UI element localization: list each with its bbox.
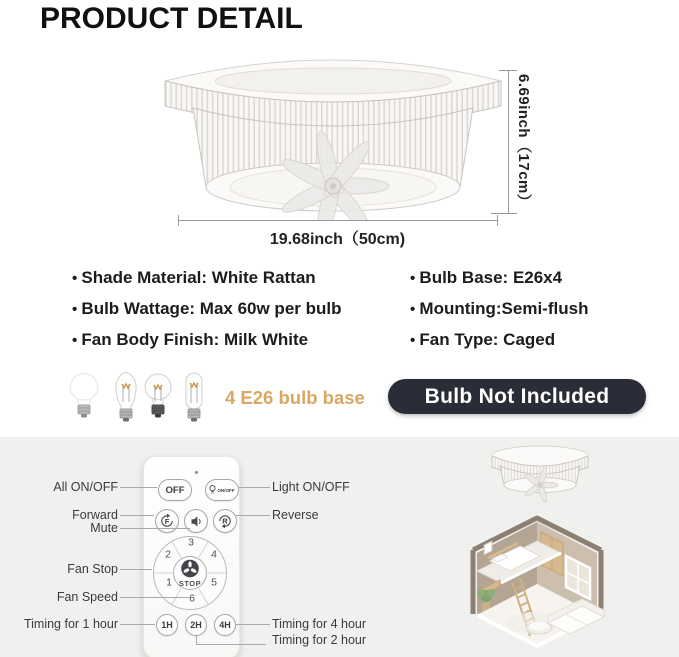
label-timing-4h: Timing for 4 hour: [272, 617, 367, 631]
bulb-icon: [209, 485, 216, 495]
tubular-bulb-icon: [186, 373, 202, 422]
clear-a19-bulb-icon: [145, 374, 171, 418]
speed-6: 6: [189, 592, 195, 605]
fan-blades-icon: [181, 560, 199, 578]
spec-item: • Bulb Base: E26x4: [410, 262, 588, 293]
rotate-cw-icon: [158, 512, 176, 530]
width-dim-tick-right: [497, 215, 498, 226]
remote-mute-button: [184, 509, 208, 533]
spec-list-right: [410, 262, 588, 355]
label-reverse: Reverse: [272, 508, 319, 522]
speed-2: 2: [165, 548, 171, 561]
height-dim-tick-top: [499, 70, 517, 71]
width-dim-tick-left: [178, 215, 179, 226]
speaker-icon: [189, 514, 204, 529]
light-button-label: ON/OFF: [217, 487, 235, 493]
frosted-bulb-icon: [71, 374, 98, 418]
label-mute: Mute: [90, 521, 118, 535]
label-fan-stop: Fan Stop: [67, 562, 118, 576]
room-scene-image: [420, 442, 670, 657]
remote-reverse-button: [213, 509, 237, 533]
label-all-on-off: All ON/OFF: [53, 480, 118, 494]
page-title: PRODUCT DETAIL: [40, 2, 303, 35]
off-button-label: OFF: [165, 484, 185, 496]
spec-list-left: [72, 262, 342, 355]
spec-item: • Fan Type: Caged: [410, 324, 588, 355]
remote-led-dot: [195, 471, 198, 474]
rotate-ccw-icon: [216, 512, 234, 530]
remote-forward-button: [155, 509, 179, 533]
spec-item: • Fan Body Finish: Milk White: [72, 324, 342, 355]
width-dimension-label: 19.68inch（50cm): [269, 231, 406, 248]
ceiling-fan-image: [158, 56, 508, 220]
bulb-not-included-badge: Bulb Not Included: [388, 379, 646, 414]
bulb-base-caption: 4 E26 bulb base: [225, 387, 365, 408]
remote-light-button: [205, 479, 239, 501]
height-dimension-line: [508, 70, 509, 214]
remote-4h-button: 4H: [214, 614, 236, 636]
label-timing-2h: Timing for 2 hour: [272, 633, 367, 647]
isometric-room: [473, 518, 604, 646]
label-light-on-off: Light ON/OFF: [272, 480, 350, 494]
spec-item: • Shade Material: White Rattan: [72, 262, 342, 293]
speed-4: 4: [211, 548, 217, 561]
bulbs-image: [62, 371, 212, 425]
speed-1: 1: [166, 576, 172, 589]
remote-off-button: [158, 479, 192, 501]
height-dimension-label: 6.69inch（17cm）: [515, 74, 532, 210]
spec-item: • Mounting:Semi-flush: [410, 293, 588, 324]
speed-3: 3: [188, 536, 194, 549]
speed-5: 5: [211, 576, 217, 589]
remote-1h-button: 1H: [156, 614, 178, 636]
label-forward: Forward: [72, 508, 118, 522]
svg-text:F: F: [164, 517, 170, 526]
label-fan-speed: Fan Speed: [56, 590, 118, 604]
width-dimension-line: [178, 220, 497, 221]
remote-2h-button: 2H: [185, 614, 207, 636]
spec-item: • Bulb Wattage: Max 60w per bulb: [72, 293, 342, 324]
remote-control-image: [143, 456, 240, 657]
stop-label: STOP: [178, 579, 202, 588]
svg-text:R: R: [222, 516, 228, 526]
fan-speed-dial: [152, 535, 228, 611]
edison-st-bulb-icon: [116, 373, 136, 422]
mini-fan-image: [492, 446, 588, 503]
label-timing-1h: Timing for 1 hour: [23, 617, 118, 631]
